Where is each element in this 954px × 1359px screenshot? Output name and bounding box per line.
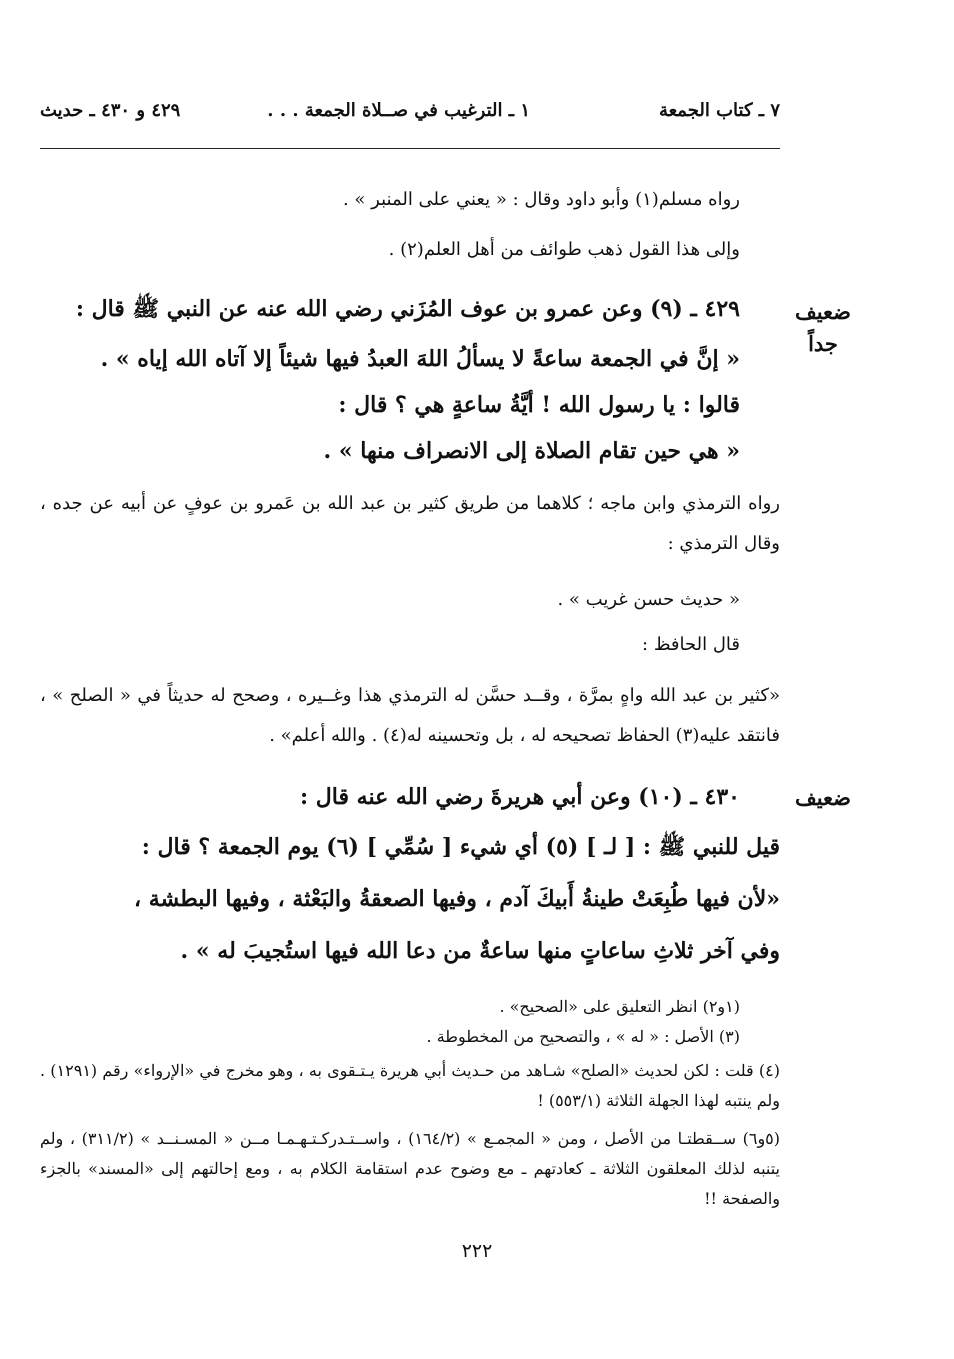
commentary-429-hafiz-quote: «كثير بن عبد الله واهٍ بمرَّة ، وقــد حسَّن له الترمذي هذا وغــيره ، وصحح له حديثاً في « الصلح » ، فانتقد عليه(٣) الحفاظ تصحيحه له ، بل وتحسينه له(٤) . والله أعلم» . <box>40 685 780 746</box>
commentary-429-tirmidhi-ruling: « حديث حسن غريب » . <box>557 589 740 610</box>
hadith-429-line-3: قالوا : يا رسول الله ! أيَّةُ ساعةٍ هي ؟ قال : <box>338 392 740 418</box>
header-divider <box>40 148 780 149</box>
page-number: ٢٢٢ <box>461 1240 493 1262</box>
commentary-429-takhrij: رواه الترمذي وابن ماجه ؛ كلاهما من طريق كثير بن عبد الله بن عَمرو بن عوفٍ عن أبيه عن جده ، وقال الترمذي : <box>40 493 780 554</box>
footnote-3: (٣) الأصل : « له » ، والتصحيح من المخطوطة . <box>426 1027 740 1046</box>
header-hadith-range: ٤٢٩ و ٤٣٠ ـ حديث <box>40 100 181 121</box>
intro-line-1: رواه مسلم(١) وأبو داود وقال : « يعني على المنبر » . <box>342 189 740 210</box>
footnote-4: (٤) قلت : لكن لحديث «الصلح» شـاهد من حـديث أبي هريرة يـتـقوى به ، وهو مخرج في «الإرواء» رقم (١٢٩١) . ولم ينتبه لهذا الجهلة الثلاثة (٥٥٣/١) ! <box>40 1061 781 1110</box>
footnote-5-6: (٥و٦) ســقطتـا من الأصل ، ومن « المجمـع » (١٦٤/٢) ، واســتـدركـتـهـمـا مــن « المسـنــد » (٣١١/٢) ، ولم يتنبه لذلك المعلقون الثلاثة ـ كعادتهم ـ مع وضوح عدم استقامة الكلام به ، ومع إحالتهم إلى «المسند» بالجزء والصفحة !! <box>40 1129 781 1208</box>
intro-line-2: وإلى هذا القول ذهب طوائف من أهل العلم(٢) . <box>388 239 740 260</box>
hadith-430-line-4: وفي آخر ثلاثِ ساعاتٍ منها ساعةٌ من دعا الله فيها استُجيبَ له » . <box>180 938 780 964</box>
grade-label-430: ضعيف <box>794 785 852 810</box>
footnote-1-2: (١و٢) انظر التعليق على «الصحيح» . <box>499 997 740 1016</box>
running-header <box>40 100 780 130</box>
commentary-429-hafiz-label: قال الحافظ : <box>642 634 740 655</box>
hadith-430-line-3: «لأن فيها طُبِعَتْ طينةُ أَبيكَ آدم ، وفيها الصعقةُ والبَعْثة ، وفيها البطشة ، <box>134 886 780 912</box>
hadith-429-line-2: « إنَّ في الجمعة ساعةً لا يسألُ اللهَ العبدُ فيها شيئاً إلا آتاه الله إياه » . <box>100 346 740 372</box>
hadith-430-line-2: قيل للنبي ﷺ : [ لـ ] (٥) أي شيء [ سُمِّي ] (٦) يوم الجمعة ؟ قال : <box>141 834 780 860</box>
grade-label-429: ضعيف جداً <box>794 299 852 356</box>
hadith-429-line-1: ٤٢٩ ـ (٩) وعن عمرو بن عوف المُزَني رضي الله عنه عن النبي ﷺ قال : <box>75 296 740 322</box>
hadith-429-line-4: « هي حين تقام الصلاة إلى الانصراف منها » . <box>323 438 740 464</box>
header-chapter: ٧ ـ كتاب الجمعة <box>658 100 780 121</box>
hadith-430-line-1: ٤٣٠ ـ (١٠) وعن أبي هريرةَ رضي الله عنه قال : <box>300 784 740 810</box>
header-section: ١ ـ الترغيب في صــلاة الجمعة . . . <box>267 100 530 121</box>
